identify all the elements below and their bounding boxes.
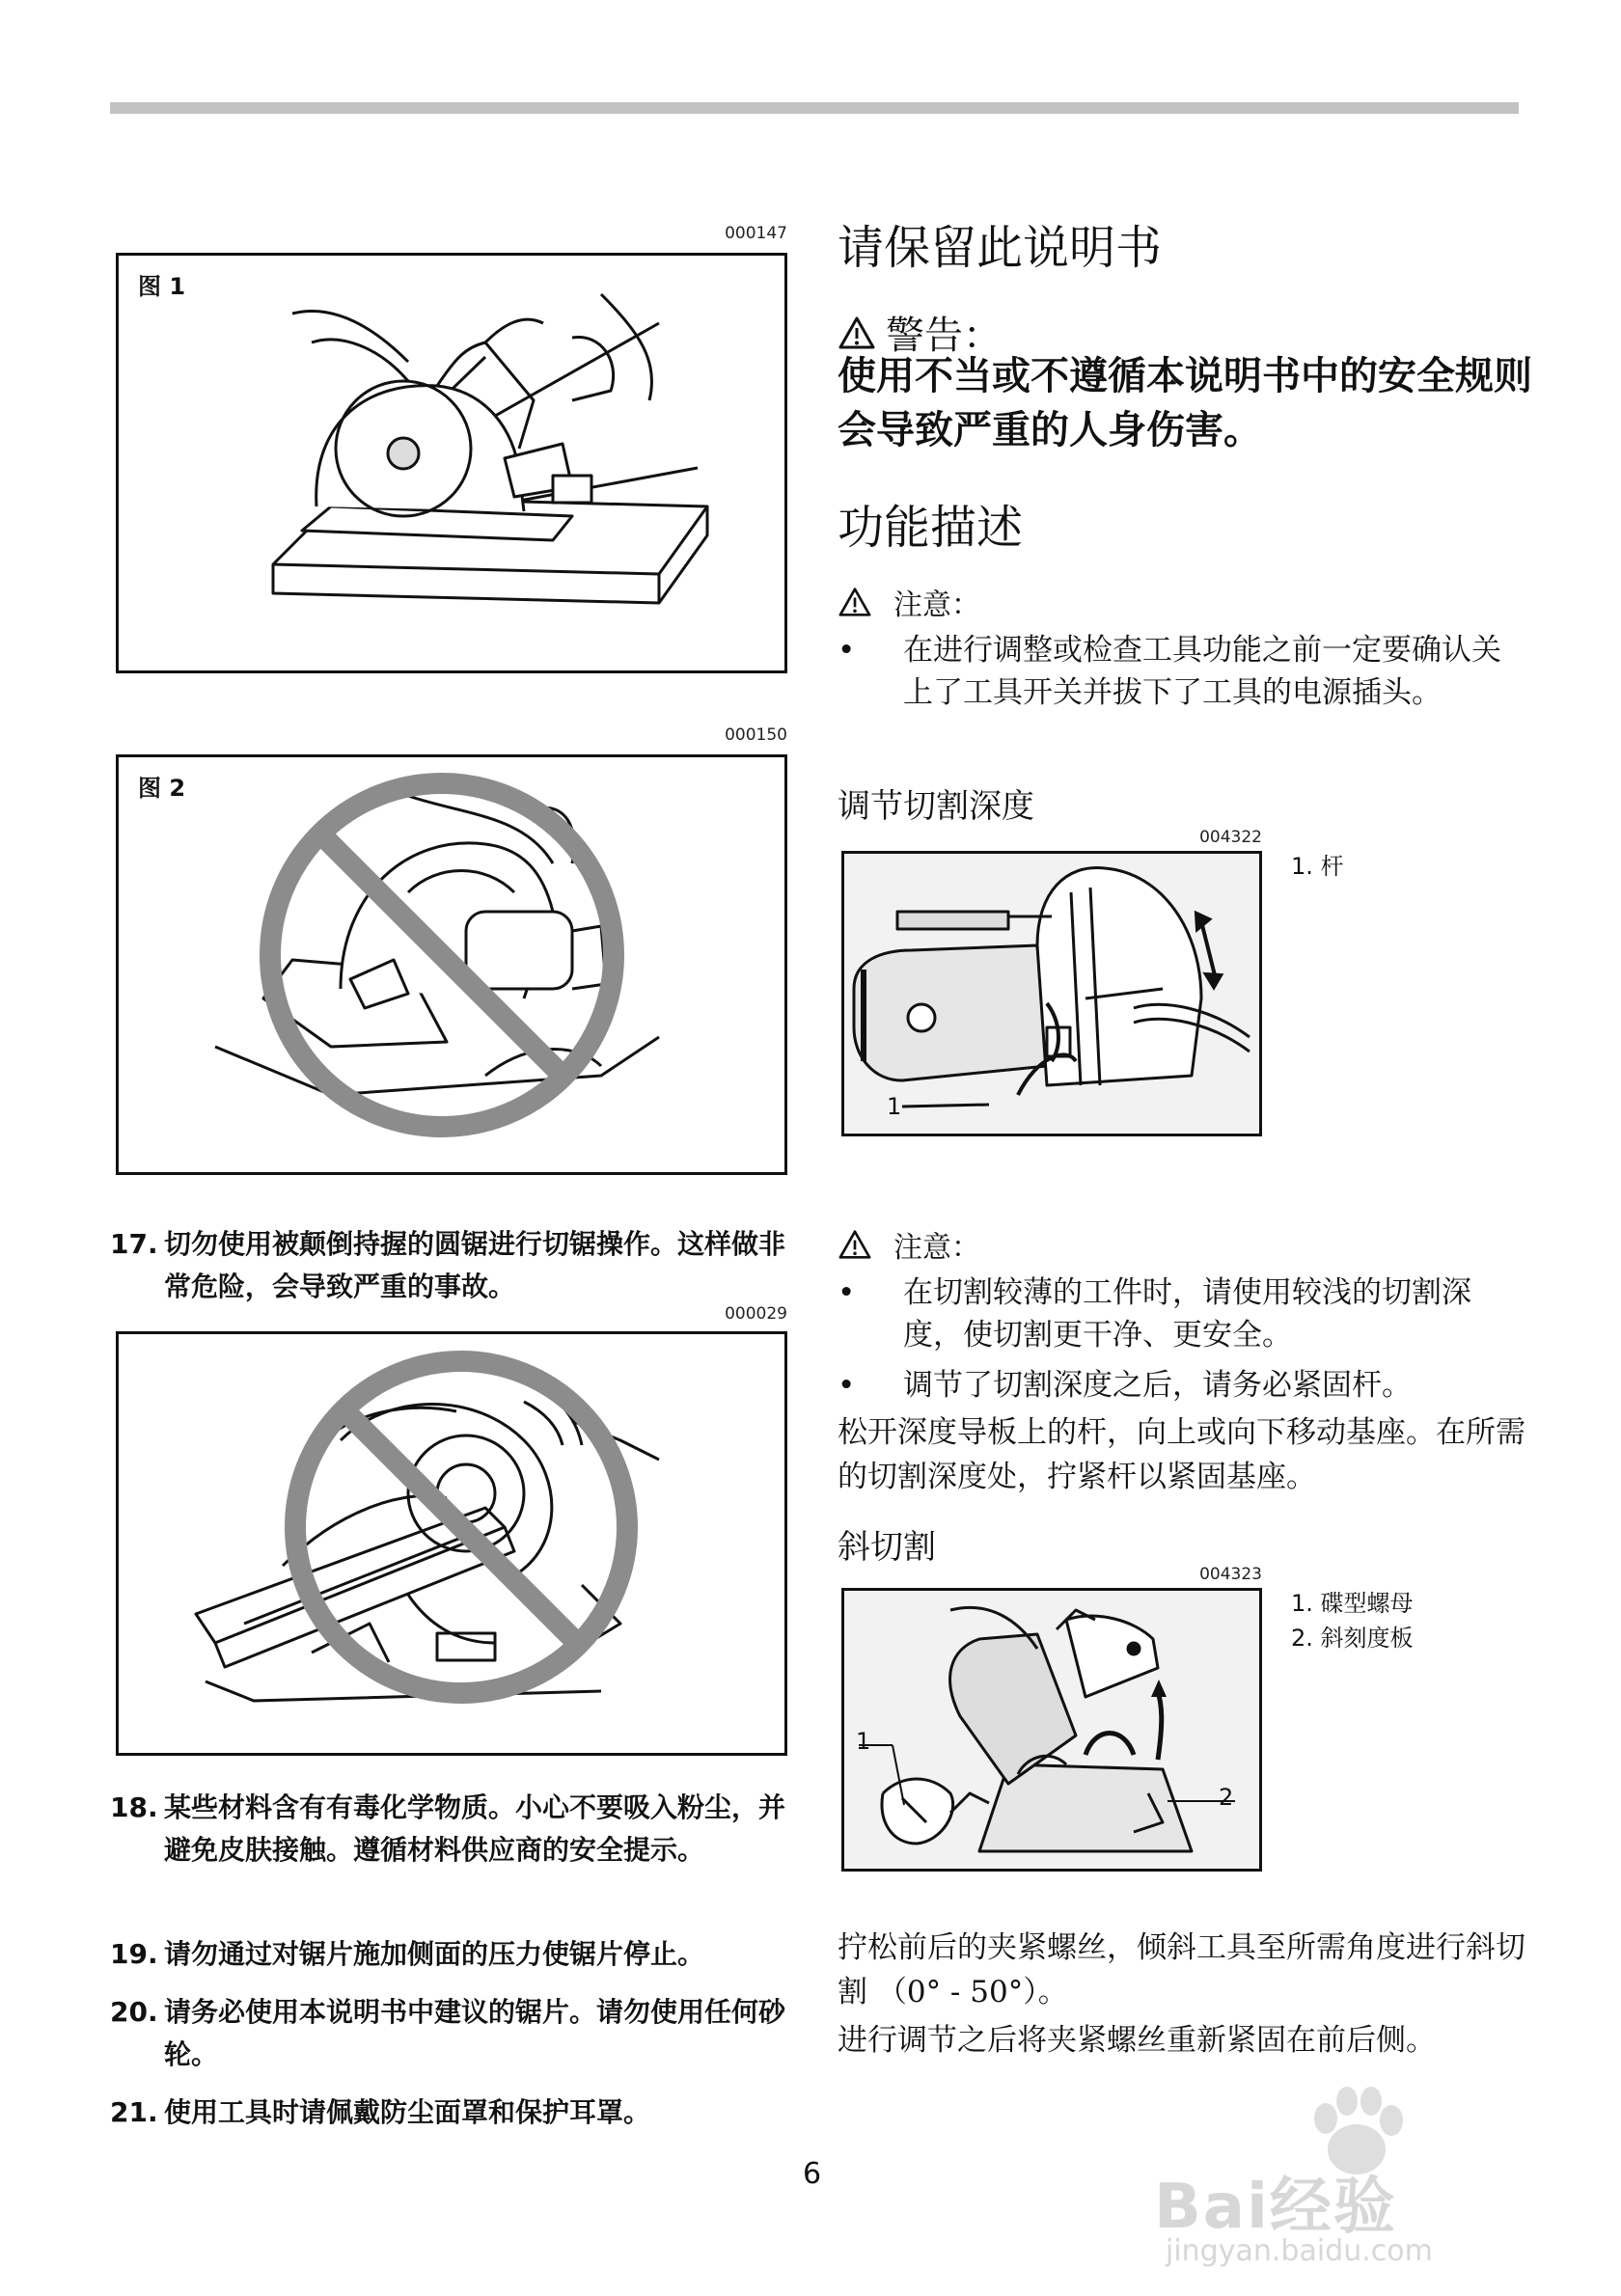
top-rule — [110, 102, 1519, 114]
figure-2-code: 000150 — [725, 725, 787, 745]
figure-4-code: 004322 — [1199, 828, 1262, 847]
caution-2-bullet-2 — [838, 1364, 1503, 1407]
list-item-text: 切勿使用被颠倒持握的圆锯进行切锯操作。这样做非常危险，会导致严重的事故。 — [164, 1228, 786, 1302]
circular-saw-correct-grip-illustration — [119, 256, 784, 670]
keep-manual-heading: 请保留此说明书 — [838, 221, 1163, 275]
caution-triangle-icon — [838, 587, 872, 617]
list-item-text: 请务必使用本说明书中建议的锯片。请勿使用任何砂轮。 — [164, 1996, 786, 2070]
caution-1-bullet — [838, 629, 1503, 714]
figure-4 — [841, 851, 1262, 1136]
caution-title: 注意： — [893, 588, 980, 622]
bullet-dot: • — [838, 1275, 856, 1310]
depth-lever-photo — [844, 854, 1259, 1134]
bullet-dot: • — [838, 1368, 856, 1403]
bullet-text: 在进行调整或检查工具功能之前一定要确认关上了工具开关并拔下了工具的电源插头。 — [903, 633, 1501, 710]
watermark-brand: Bai经验 — [1154, 2172, 1397, 2243]
figure-1-code: 000147 — [725, 224, 787, 243]
bevel-paragraph-1: 拧松前后的夹紧螺丝，倾斜工具至所需角度进行斜切割 （0° - 50°）。 — [838, 1930, 1525, 2009]
bullet-text: 调节了切割深度之后，请务必紧固杆。 — [903, 1368, 1412, 1403]
figure-1-label: 图 1 — [138, 273, 186, 300]
figure-4-legend: 1. 杆 — [1291, 853, 1344, 880]
figure-3-code: 000029 — [725, 1304, 787, 1324]
depth-adjust-paragraph: 松开深度导板上的杆，向上或向下移动基座。在所需的切割深度处，拧紧杆以紧固基座。 — [838, 1415, 1525, 1494]
bevel-paragraph-2: 进行调节之后将夹紧螺丝重新紧固在前后侧。 — [838, 2023, 1436, 2058]
list-item-number: 17. — [110, 1228, 158, 1260]
list-item-number: 20. — [110, 1996, 158, 2028]
warning-title: 警告： — [886, 314, 1002, 358]
depth-adjust-heading: 调节切割深度 — [838, 787, 1034, 826]
caution-2-bullet-1 — [838, 1271, 1503, 1356]
figure-5-legend-1: 1. 碟型螺母 — [1291, 1590, 1414, 1617]
caution-heading-2 — [838, 1223, 980, 1266]
figure-5-code: 004323 — [1199, 1565, 1262, 1584]
circular-saw-upside-down-prohibited-illustration — [119, 757, 784, 1172]
figure-5 — [841, 1588, 1262, 1872]
caution-title: 注意： — [893, 1231, 980, 1265]
figure-3 — [116, 1331, 787, 1756]
bevel-adjust-photo — [844, 1591, 1259, 1869]
list-item-number: 18. — [110, 1791, 158, 1823]
list-item-text: 使用工具时请佩戴防尘面罩和保护耳罩。 — [164, 2096, 651, 2128]
warning-triangle-icon — [838, 315, 876, 350]
list-item-text: 请勿通过对锯片施加侧面的压力使锯片停止。 — [164, 1938, 705, 1970]
list-item-20 — [110, 1991, 795, 2076]
list-item-number: 21. — [110, 2096, 158, 2128]
figure-2-label: 图 2 — [138, 775, 186, 802]
figure-5-legend-2: 2. 斜刻度板 — [1291, 1625, 1414, 1652]
watermark-url: jingyan.baidu.com — [1166, 2234, 1433, 2268]
list-item-18 — [110, 1787, 795, 1872]
figure-1 — [116, 253, 787, 673]
list-item-number: 19. — [110, 1938, 158, 1970]
caution-heading-1 — [838, 581, 980, 623]
bullet-dot: • — [838, 633, 856, 668]
list-item-19 — [110, 1933, 795, 1976]
list-item-text: 某些材料含有有毒化学物质。小心不要吸入粉尘，并避免皮肤接触。遵循材料供应商的安全提示。 — [164, 1791, 786, 1866]
function-description-heading: 功能描述 — [838, 501, 1024, 555]
figure-4-callout: 1 — [887, 1093, 902, 1120]
bullet-text: 在切割较薄的工件时，请使用较浅的切割深度，使切割更干净、更安全。 — [903, 1275, 1471, 1353]
list-item-17 — [110, 1223, 795, 1308]
warning-text: 使用不当或不遵循本说明书中的安全规则会导致严重的人身伤害。 — [838, 354, 1532, 452]
caution-triangle-icon — [838, 1229, 872, 1260]
figure-5-callout-1: 1 — [856, 1728, 871, 1755]
baidu-jingyan-watermark — [1154, 2080, 1579, 2273]
kickback-hazard-prohibited-illustration — [119, 1334, 784, 1753]
figure-5-callout-2: 2 — [1219, 1784, 1234, 1811]
list-item-21 — [110, 2091, 795, 2134]
figure-2 — [116, 754, 787, 1175]
page-number: 6 — [803, 2157, 822, 2191]
bevel-cut-heading: 斜切割 — [838, 1528, 936, 1567]
